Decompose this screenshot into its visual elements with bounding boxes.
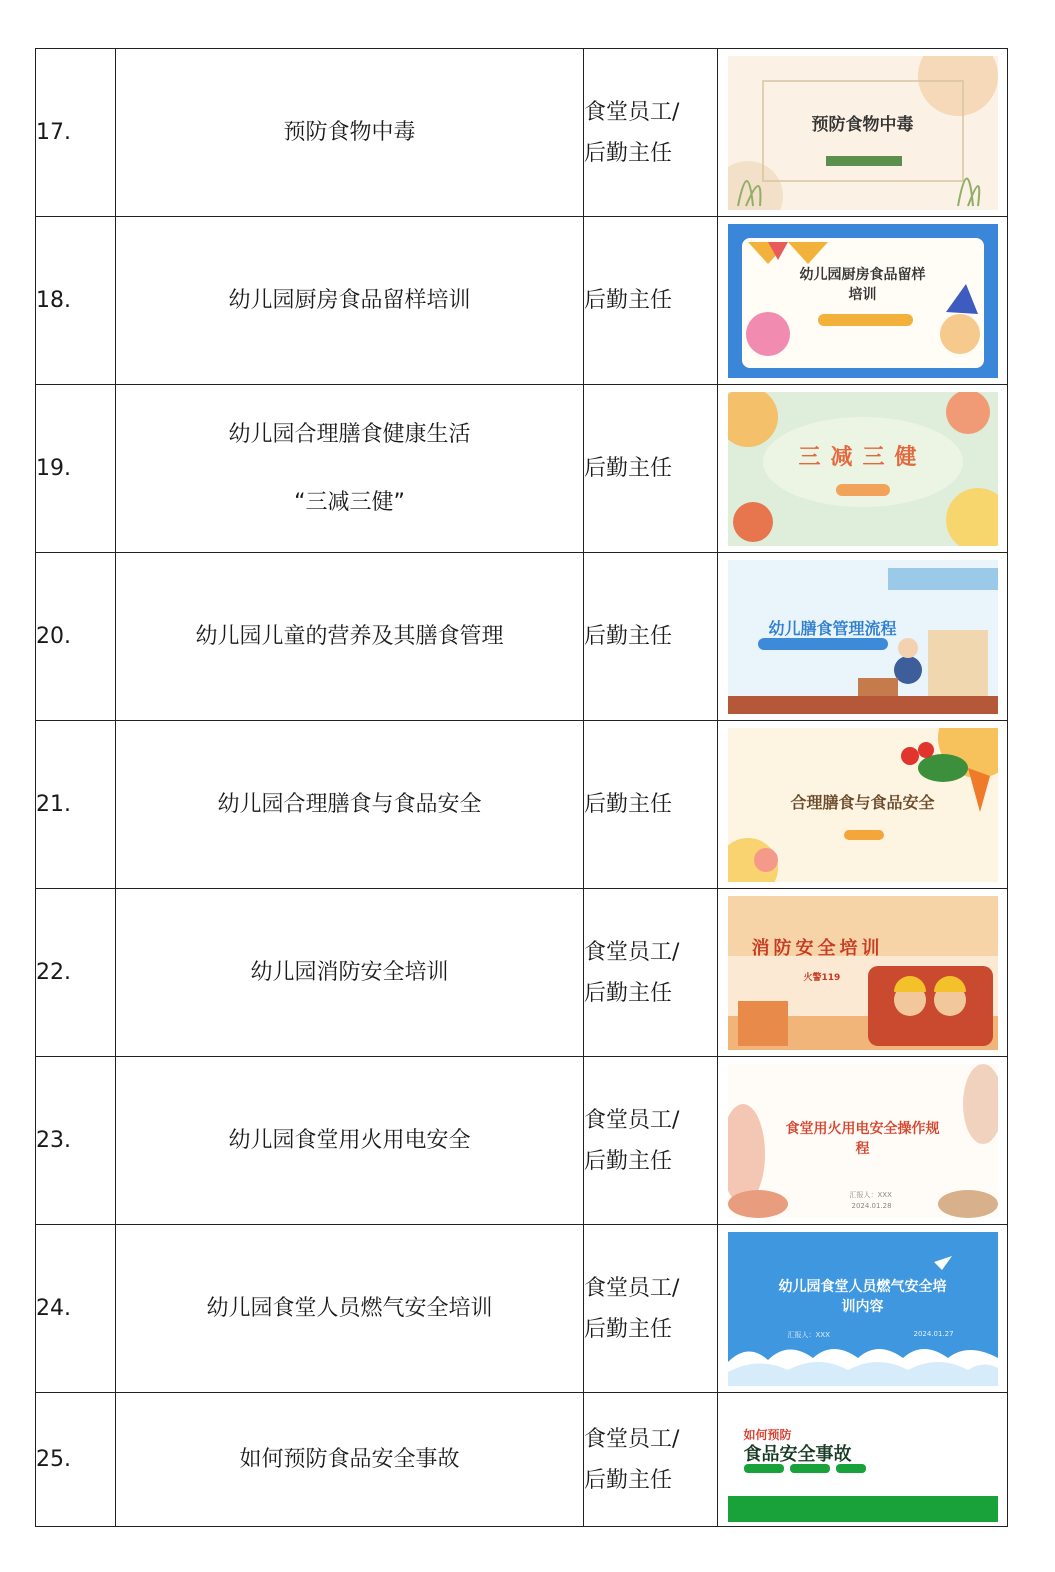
audience-line: 食堂员工/ xyxy=(584,939,680,965)
audience-line: 后勤主任 xyxy=(584,140,673,166)
slide-title: 幼儿园食堂人员燃气安全培 训内容 xyxy=(778,1278,947,1315)
slide-title: 幼儿膳食管理流程 xyxy=(768,618,897,638)
audience-line: 食堂员工/ xyxy=(584,99,680,125)
training-plan-table xyxy=(35,48,1008,1527)
topic-cell xyxy=(116,217,584,385)
topic-text: 幼儿园儿童的营养及其膳食管理 xyxy=(195,623,504,649)
topic-cell xyxy=(116,1057,584,1225)
topic-cell xyxy=(116,889,584,1057)
table-row xyxy=(36,385,1008,553)
audience-line: 后勤主任 xyxy=(584,456,673,481)
slide-thumbnail xyxy=(728,1064,998,1218)
slide-thumbnail-cell xyxy=(718,49,1008,217)
row-number: 17. xyxy=(36,49,116,217)
reporter-label: 汇报人：XXX xyxy=(787,1330,830,1339)
slide-title: 合理膳食与食品安全 xyxy=(790,792,935,812)
audience-line: 食堂员工/ xyxy=(584,1275,680,1301)
row-number: 19. xyxy=(36,385,116,553)
table-row xyxy=(36,553,1008,721)
topic-cell xyxy=(116,1225,584,1393)
table-row xyxy=(36,721,1008,889)
audience-cell xyxy=(584,1393,718,1527)
slide-title: 消防安全培训 xyxy=(751,937,884,959)
table-row xyxy=(36,49,1008,217)
topic-text: 幼儿园食堂用火用电安全 xyxy=(228,1127,471,1153)
topic-text: 预防食物中毒 xyxy=(283,119,416,145)
slide-thumbnail-cell xyxy=(718,1393,1008,1527)
row-number: 22. xyxy=(36,889,116,1057)
audience-line: 后勤主任 xyxy=(584,1467,673,1493)
audience-cell xyxy=(584,553,718,721)
row-number: 23. xyxy=(36,1057,116,1225)
audience-line: 后勤主任 xyxy=(584,1316,673,1342)
slide-title-top: 如何预防 xyxy=(743,1427,792,1442)
audience-cell xyxy=(584,1057,718,1225)
topic-text: 幼儿园厨房食品留样培训 xyxy=(228,287,471,313)
audience-cell xyxy=(584,49,718,217)
audience-line: 食堂员工/ xyxy=(584,1107,680,1133)
slide-date: 2024.01.28 xyxy=(851,1201,892,1210)
topic-text: “三减三健” xyxy=(294,489,405,515)
audience-line: 后勤主任 xyxy=(584,980,673,1006)
audience-line: 食堂员工/ xyxy=(584,1426,680,1452)
firefighter-illustration xyxy=(728,896,998,1050)
audience-line: 后勤主任 xyxy=(584,288,673,313)
row-number: 20. xyxy=(36,553,116,721)
audience-line: 后勤主任 xyxy=(584,1148,673,1174)
slide-thumbnail xyxy=(728,392,998,546)
slide-thumbnail-cell xyxy=(718,217,1008,385)
topic-text: 幼儿园合理膳食健康生活 xyxy=(228,421,471,447)
audience-cell xyxy=(584,889,718,1057)
row-number: 21. xyxy=(36,721,116,889)
slide-date: 2024.01.27 xyxy=(913,1329,954,1338)
slide-title: 预防食物中毒 xyxy=(811,114,914,135)
table-row xyxy=(36,217,1008,385)
topic-cell xyxy=(116,1393,584,1527)
slide-thumbnail xyxy=(728,560,998,714)
fire-badge: 火警119 xyxy=(803,972,841,983)
slide-thumbnail xyxy=(728,56,998,210)
table-row xyxy=(36,1057,1008,1225)
audience-line: 后勤主任 xyxy=(584,792,673,817)
slide-thumbnail-cell xyxy=(718,721,1008,889)
topic-text: 幼儿园消防安全培训 xyxy=(250,959,449,985)
topic-text: 幼儿园食堂人员燃气安全培训 xyxy=(206,1295,493,1321)
slide-title: 幼儿园厨房食品留样 培训 xyxy=(799,266,926,303)
slide-thumbnail-cell xyxy=(718,1225,1008,1393)
slide-thumbnail xyxy=(728,1232,998,1386)
topic-text: 如何预防食品安全事故 xyxy=(239,1446,460,1472)
slide-thumbnail-cell xyxy=(718,553,1008,721)
topic-text: 幼儿园合理膳食与食品安全 xyxy=(217,791,482,817)
slide-thumbnail xyxy=(728,224,998,378)
table-row xyxy=(36,1225,1008,1393)
slide-thumbnail-cell xyxy=(718,1057,1008,1225)
audience-cell xyxy=(584,217,718,385)
reporter-label: 汇报人：XXX xyxy=(849,1190,892,1199)
row-number: 18. xyxy=(36,217,116,385)
table-row xyxy=(36,889,1008,1057)
audience-cell xyxy=(584,1225,718,1393)
slide-thumbnail-cell xyxy=(718,889,1008,1057)
slide-title: 三减三健 xyxy=(798,444,927,470)
slide-thumbnail xyxy=(728,728,998,882)
slide-thumbnail xyxy=(728,1398,998,1522)
slide-title: 食品安全事故 xyxy=(743,1443,852,1465)
audience-line: 后勤主任 xyxy=(584,624,673,649)
table-row xyxy=(36,1393,1008,1527)
audience-cell xyxy=(584,721,718,889)
audience-cell xyxy=(584,385,718,553)
topic-cell xyxy=(116,721,584,889)
row-number: 25. xyxy=(36,1393,116,1527)
slide-title: 食堂用火用电安全操作规 程 xyxy=(785,1120,940,1157)
slide-thumbnail xyxy=(728,896,998,1050)
row-number: 24. xyxy=(36,1225,116,1393)
topic-cell xyxy=(116,49,584,217)
slide-thumbnail-cell xyxy=(718,385,1008,553)
topic-cell xyxy=(116,385,584,553)
topic-cell xyxy=(116,553,584,721)
